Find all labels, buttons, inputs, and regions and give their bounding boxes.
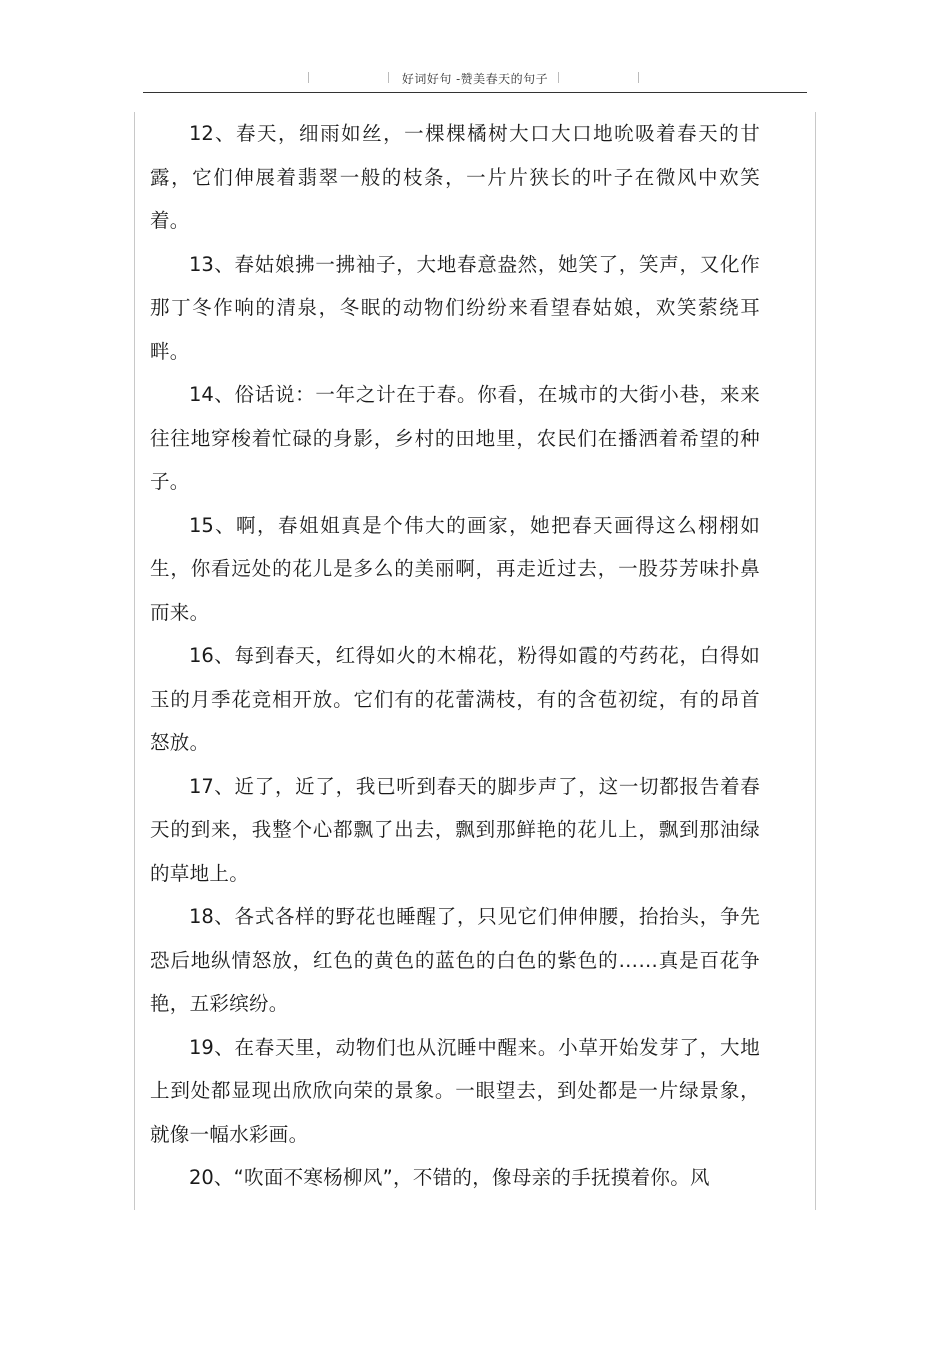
- paragraph-text: 、俗话说：一年之计在于春。你看，在城市的大街小巷，来来往往地穿梭着忙碌的身影，乡村的田地里，农民们在播洒着希望的种子。: [150, 383, 760, 493]
- paragraph-number: 17: [189, 774, 214, 798]
- paragraph-16: [150, 634, 760, 765]
- paragraph-text: 、春天，细雨如丝，一棵棵橘树大口大口地吮吸着春天的甘露，它们伸展着翡翠一般的枝条，一片片狭长的叶子在微风中欢笑着。: [150, 122, 760, 232]
- header-tick-inner-right: [558, 72, 559, 83]
- paragraph-17: [150, 765, 760, 896]
- page-header: [143, 66, 807, 93]
- paragraph-number: 16: [189, 644, 214, 667]
- paragraph-number: 12: [189, 122, 214, 145]
- paragraph-text: 、各式各样的野花也睡醒了，只见它们伸伸腰，抬抬头，争先恐后地纵情怒放，红色的黄色的蓝色的白色的紫色的……真是百花争艳，五彩缤纷。: [150, 905, 760, 1015]
- paragraph-number: 20: [189, 1166, 214, 1189]
- paragraph-text: 、近了，近了，我已听到春天的脚步声了，这一切都报告着春天的到来，我整个心都飘了出去，飘到那鲜艳的花儿上，飘到那油绿的草地上。: [150, 774, 760, 885]
- paragraph-text: 、春姑娘拂一拂袖子，大地春意盎然，她笑了，笑声，又化作那丁冬作响的清泉，冬眠的动物们纷纷来看望春姑娘，欢笑萦绕耳畔。: [150, 252, 760, 363]
- left-margin-rule: [134, 112, 135, 1210]
- paragraph-12: [150, 112, 760, 243]
- document-body: [150, 112, 760, 1200]
- paragraph-19: [150, 1026, 760, 1157]
- paragraph-number: 18: [189, 905, 214, 928]
- header-title: 好词好句 -赞美春天的句子: [401, 72, 549, 86]
- paragraph-text: 、每到春天，红得如火的木棉花，粉得如霞的芍药花，白得如玉的月季花竞相开放。它们有的花蕾满枝，有的含苞初绽，有的昂首怒放。: [150, 644, 760, 754]
- header-tick-right: [638, 72, 639, 83]
- paragraph-number: 15: [189, 513, 214, 537]
- paragraph-18: [150, 895, 760, 1026]
- paragraph-text: 、“吹面不寒杨柳风”，不错的，像母亲的手抚摸着你。风: [213, 1166, 710, 1189]
- paragraph-text: 、在春天里，动物们也从沉睡中醒来。小草开始发芽了，大地上到处都显现出欣欣向荣的景象。一眼望去，到处都是一片绿景象，就像一幅水彩画。: [150, 1035, 760, 1146]
- paragraph-number: 13: [189, 252, 214, 276]
- right-margin-rule: [815, 112, 816, 1210]
- paragraph-text: 、啊，春姐姐真是个伟大的画家，她把春天画得这么栩栩如生，你看远处的花儿是多么的美丽啊，再走近过去，一股芬芳味扑鼻而来。: [150, 513, 760, 624]
- paragraph-13: [150, 243, 760, 374]
- paragraph-20: [150, 1156, 760, 1200]
- paragraph-14: [150, 373, 760, 504]
- paragraph-number: 19: [189, 1035, 214, 1059]
- paragraph-number: 14: [189, 383, 214, 406]
- paragraph-15: [150, 504, 760, 635]
